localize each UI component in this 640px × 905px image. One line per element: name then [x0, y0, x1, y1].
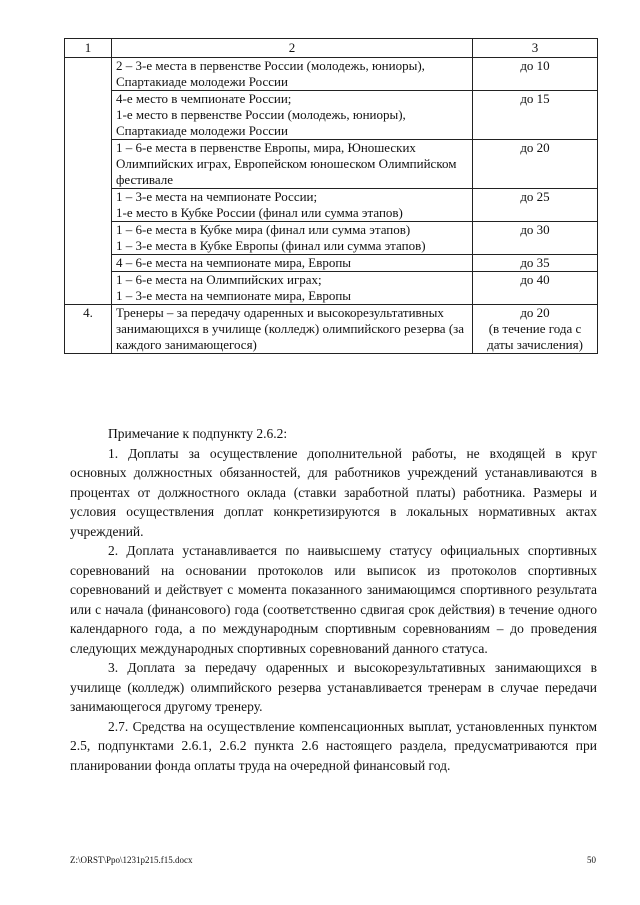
note-paragraph-2: 2. Доплата устанавливается по наивысшему статусу официальных спортивных соревнований на основании протоколов или выписок из протоколов спортивных соревнований и действует с момента показанного занимающимся спортивного результата или с начала (финансового) года (соответственно сдвигая срок действия) в течение одного календарного года, а по международным спортивным соревнованиям – до проведения следующих международных спортивных соревнований данного статуса.: [70, 543, 597, 656]
note-paragraph-4: 2.7. Средства на осуществление компенсационных выплат, установленных пунктом 2.5, подпунктами 2.6.1, 2.6.2 пункта 2.6 настоящего раздела, предусматриваются при планировании фонда оплаты труда на очередной финансовый год.: [70, 718, 597, 773]
row-number-cell: [65, 58, 112, 305]
row-value-cell: до 10: [473, 58, 598, 91]
row-value-cell: до 15: [473, 91, 598, 140]
table-row: [65, 305, 598, 354]
table-row: [65, 222, 598, 255]
row-value-cell: до 20: [473, 140, 598, 189]
row-description-cell: 4-е место в чемпионате России; 1-е место в первенстве России (молодежь, юниоры), Спартакиаде молодежи России: [112, 91, 473, 140]
row-value-cell: до 25: [473, 189, 598, 222]
row-description-cell: 2 – 3-е места в первенстве России (молодежь, юниоры), Спартакиаде молодежи России: [112, 58, 473, 91]
row-value-cell: до 20 (в течение года с даты зачисления): [473, 305, 598, 354]
header-col-2: 2: [112, 39, 473, 58]
row-description-cell: Тренеры – за передачу одаренных и высокорезультативных занимающихся в училище (колледж) олимпийского резерва (за каждого занимающегося): [112, 305, 473, 354]
table-row: [65, 58, 598, 91]
header-col-3: 3: [473, 39, 598, 58]
row-number-cell: 4.: [65, 305, 112, 354]
footer-page-number: 50: [587, 855, 596, 865]
notes-section: [70, 424, 597, 775]
footer-file-path: Z:\ORST\Ppo\1231p215.f15.docx: [70, 855, 193, 865]
row-value-cell: до 40: [473, 272, 598, 305]
awards-table: [64, 38, 598, 354]
note-paragraph-1: 1. Доплаты за осуществление дополнительной работы, не входящей в круг основных должностных обязанностей, для работников учреждений устанавливаются в процентах от должностного оклада (ставки заработной платы) работника. Размеры и условия осуществления доплат конкретизируются в локальных нормативных актах учреждений.: [70, 445, 597, 539]
row-description-cell: 1 – 6-е места на Олимпийских играх; 1 – 3-е места на чемпионате мира, Европы: [112, 272, 473, 305]
row-value-cell: до 30: [473, 222, 598, 255]
row-value-cell: до 35: [473, 255, 598, 272]
note-paragraph-3: 3. Доплата за передачу одаренных и высокорезультативных занимающихся в училище (колледж) олимпийского резерва устанавливается тренерам в случае передачи занимающегося другому тренеру.: [70, 660, 597, 714]
row-description-cell: 1 – 6-е места в первенстве Европы, мира, Юношеских Олимпийских играх, Европейском юношеском Олимпийском фестивале: [112, 140, 473, 189]
table-row: [65, 189, 598, 222]
table-header-row: [65, 39, 598, 58]
header-col-1: 1: [65, 39, 112, 58]
row-description-cell: 1 – 6-е места в Кубке мира (финал или сумма этапов) 1 – 3-е места в Кубке Европы (финал или сумма этапов): [112, 222, 473, 255]
table-row: [65, 272, 598, 305]
table-row: [65, 255, 598, 272]
row-description-cell: 4 – 6-е места на чемпионате мира, Европы: [112, 255, 473, 272]
notes-heading: Примечание к подпункту 2.6.2:: [108, 426, 288, 441]
table-row: [65, 91, 598, 140]
table-row: [65, 140, 598, 189]
row-description-cell: 1 – 3-е места на чемпионате России; 1-е место в Кубке России (финал или сумма этапов): [112, 189, 473, 222]
